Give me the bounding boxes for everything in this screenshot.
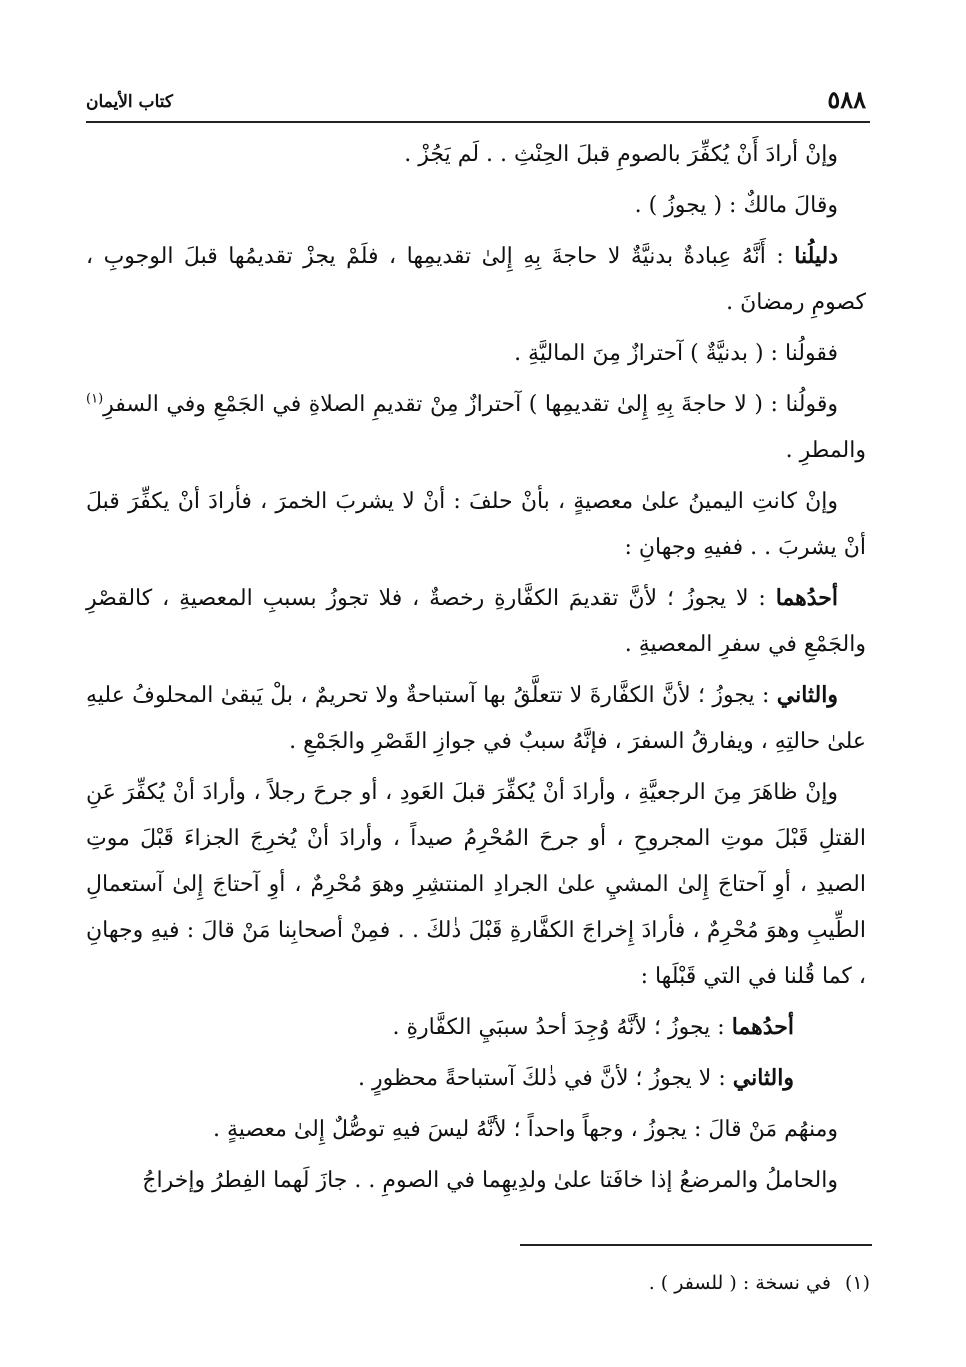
paragraph-text: : لا يجوزُ ؛ لأنَّ تقديمَ الكفَّارةِ رخصةٌ ، فلا تجوزُ بسببِ المعصيةِ ، كالقصْرِ والجَمْعِ في سفرِ المعصيةِ . (86, 586, 866, 657)
paragraph (86, 381, 866, 474)
paragraph (86, 233, 866, 326)
footnote-text: في نسخة : ( للسفر ) . (648, 1272, 831, 1294)
footnote-reference[interactable]: (١) (86, 391, 104, 407)
header-rule (86, 121, 870, 123)
paragraph (86, 131, 866, 178)
page-number: ٥٨٨ (827, 85, 866, 114)
paragraph-text: فقولُنا : ( بدنيَّةٌ ) آحترازٌ مِنَ الماليَّةِ . (514, 341, 838, 366)
paragraph-text: : لا يجوزُ ؛ لأنَّ في ذٰلكَ آستباحةً محظورٍ . (358, 1066, 733, 1091)
paragraph (86, 478, 866, 571)
paragraph-text: وقولُنا : ( لا حاجةَ بِهِ إِلىٰ تقديمِها ) آحترازٌ مِنْ تقديمِ الصلاةِ في الجَمْعِ وفي السفرِ (103, 392, 838, 417)
paragraph (86, 330, 866, 377)
paragraph-text-tail: والمطرِ . (785, 438, 866, 463)
page-header (86, 84, 866, 114)
paragraph-text: وإنْ أرادَ أَنْ يُكفِّرَ بالصومِ قبلَ الحِنْثِ . . لَم يَجُزْ . (404, 142, 838, 167)
paragraph-text: وقالَ مالكٌ : ( يجوزُ ) . (634, 193, 838, 218)
main-text (86, 131, 866, 1236)
paragraph (86, 182, 866, 229)
paragraph-text: وإنْ كانتِ اليمينُ علىٰ معصيةٍ ، بأنْ حلفَ : أنْ لا يشربَ الخمرَ ، فأرادَ أنْ يكفِّرَ قبلَ أنْ يشربَ . . ففيهِ وجهانِ : (86, 489, 866, 560)
paragraph (86, 575, 866, 668)
paragraph (86, 769, 866, 1000)
paragraph-lead: دليلُنا (794, 243, 838, 269)
paragraph-text: : أَنَّهُ عِبادةٌ بدنيَّةٌ لا حاجةَ بِهِ إِلىٰ تقديمِها ، فلَمْ يجزْ تقديمُها قبلَ الوجوبِ ، كصومِ رمضانَ . (86, 244, 866, 315)
paragraph-text: والحاملُ والمرضعُ إذا خافَتا علىٰ ولدِيهِما في الصومِ . . جازَ لَهما الفِطرُ وإخراجُ (142, 1168, 838, 1193)
paragraph-lead: أحدُهما (731, 1014, 794, 1040)
paragraph (86, 672, 866, 765)
paragraph-text: وإنْ ظاهَرَ مِنَ الرجعيَّةِ ، وأرادَ أنْ يُكفِّرَ قبلَ العَودِ ، أو جرحَ رجلاً ، وأرادَ أنْ يُكفِّرَ عَنِ القتلِ قَبْلَ موتِ المجروحِ ، أو جرحَ المُحْرِمُ صيداً ، وأرادَ أنْ يُخرِجَ الجزاءَ قَبْلَ موتِ الصيدِ ، أوِ آحتاجَ إِلىٰ المشيِ علىٰ الجرادِ المنتشِرِ وهوَ مُحْرِمٌ ، أوِ آحتاجَ إِلىٰ آستعمالِ الطِّيبِ وهوَ مُحْرِمٌ ، فأرادَ إِخراجَ الكفَّارةِ قَبْلَ ذٰلكَ . . فمِنْ أصحابِنا مَنْ قالَ : فيهِ وجهانِ ، كما قُلنا في التي قَبْلَها : (86, 780, 866, 989)
footnote-rule (520, 1244, 872, 1246)
paragraph-text: : يجوزُ ؛ لأنَّهُ وُجِدَ أحدُ سببَيِ الكفَّارةِ . (392, 1015, 732, 1040)
paragraph-lead: والثاني (732, 1065, 794, 1091)
paragraph-lead: أحدُهما (775, 585, 838, 611)
paragraph (86, 1157, 866, 1204)
footnote-marker: (١) (844, 1272, 870, 1294)
paragraph-text: : يجوزُ ؛ لأنَّ الكفَّارةَ لا تتعلَّقُ بها آستباحةٌ ولا تحريمٌ ، بلْ يَبقىٰ المحلوفُ عليهِ علىٰ حالتِهِ ، ويفارقُ السفرَ ، فإنَّهُ سببٌ في جوازِ القَصْرِ والجَمْعِ . (86, 683, 866, 754)
paragraph (86, 1106, 866, 1153)
running-title: كتاب الأيمان (86, 92, 173, 112)
paragraph (86, 1004, 866, 1051)
paragraph-lead: والثاني (776, 682, 838, 708)
footnote (86, 1268, 870, 1298)
paragraph (86, 1055, 866, 1102)
paragraph-text: ومنهُم مَنْ قالَ : يجوزُ ، وجهاً واحداً ؛ لأنَّهُ ليسَ فيهِ توصُّلٌ إِلىٰ معصيةٍ . (212, 1117, 838, 1142)
